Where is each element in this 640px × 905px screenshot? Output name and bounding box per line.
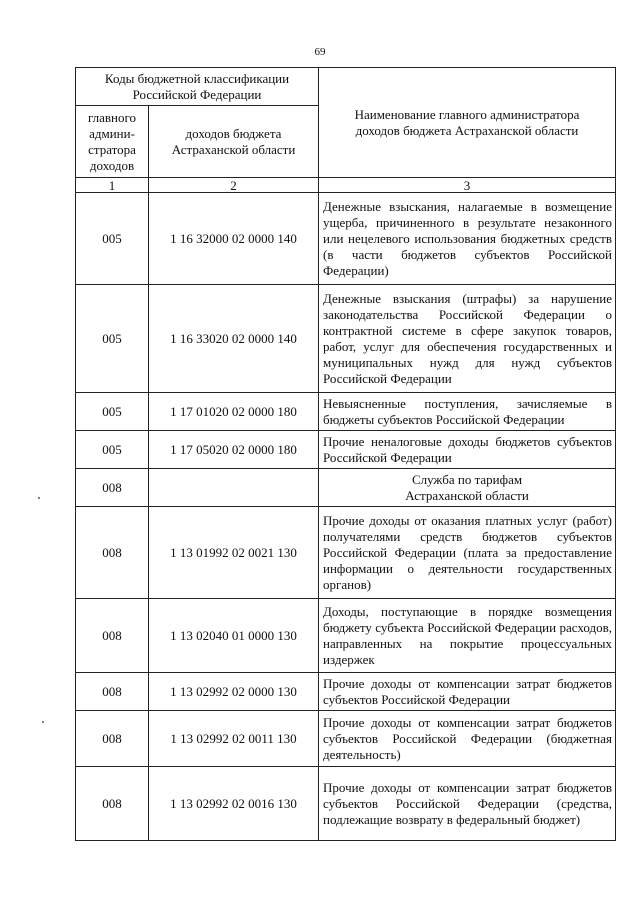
- income-name: Прочие доходы от компенсации затрат бюджетов субъектов Российской Федерации (средства, подлежащие возврату в федеральный бюджет): [319, 767, 616, 841]
- income-code: 1 13 02040 01 0000 130: [149, 599, 319, 673]
- income-code: 1 13 02992 02 0016 130: [149, 767, 319, 841]
- income-name: Доходы, поступающие в порядке возмещения бюджету субъекта Российской Федерации расходов, направленных на покрытие процессуальных издержек: [319, 599, 616, 673]
- income-code: 1 16 32000 02 0000 140: [149, 193, 319, 285]
- header-main-admin: главного админи-стратора доходов: [76, 106, 149, 178]
- income-name: Прочие доходы от оказания платных услуг (работ) получателями средств бюджетов субъектов Российской Федерации (плата за предоставление информации о деятельности государственных органов): [319, 507, 616, 599]
- admin-code: 008: [76, 711, 149, 767]
- table-row: [76, 673, 616, 711]
- admin-code: 008: [76, 599, 149, 673]
- budget-classification-table: [75, 67, 616, 841]
- income-name: Прочие неналоговые доходы бюджетов субъектов Российской Федерации: [319, 431, 616, 469]
- admin-code: 008: [76, 767, 149, 841]
- column-number-2: 2: [149, 178, 319, 193]
- header-row-numbers: [76, 178, 616, 193]
- header-row-group: [76, 68, 616, 106]
- income-name: Денежные взыскания (штрафы) за нарушение законодательства Российской Федерации о контрактной системе в сфере закупок товаров, работ, услуг для обеспечения государственных и муниципальных нужд для нужд субъектов Российской Федерации: [319, 285, 616, 393]
- table-row: [76, 469, 616, 507]
- scan-speck: [38, 497, 40, 499]
- scan-speck: [42, 721, 44, 723]
- header-group-title: Коды бюджетной классификации Российской Федерации: [76, 68, 319, 106]
- table-row: [76, 431, 616, 469]
- income-code: 1 17 01020 02 0000 180: [149, 393, 319, 431]
- income-code: 1 17 05020 02 0000 180: [149, 431, 319, 469]
- table-row: [76, 285, 616, 393]
- income-code: 1 16 33020 02 0000 140: [149, 285, 319, 393]
- table-row: [76, 507, 616, 599]
- page-number: 69: [314, 46, 326, 58]
- header-admin-name-title: Наименование главного администратора доходов бюджета Астраханской области: [319, 68, 616, 178]
- income-name: Невыясненные поступления, зачисляемые в бюджеты субъектов Российской Федерации: [319, 393, 616, 431]
- income-code: 1 13 02992 02 0000 130: [149, 673, 319, 711]
- income-code: 1 13 02992 02 0011 130: [149, 711, 319, 767]
- table-row: [76, 193, 616, 285]
- income-name: Прочие доходы от компенсации затрат бюджетов субъектов Российской Федерации: [319, 673, 616, 711]
- admin-code: 005: [76, 393, 149, 431]
- admin-code: 005: [76, 193, 149, 285]
- income-code: [149, 469, 319, 507]
- admin-code: 008: [76, 673, 149, 711]
- table-row: [76, 767, 616, 841]
- income-name: Прочие доходы от компенсации затрат бюджетов субъектов Российской Федерации (бюджетная деятельность): [319, 711, 616, 767]
- column-number-1: 1: [76, 178, 149, 193]
- admin-code: 005: [76, 285, 149, 393]
- column-number-3: 3: [319, 178, 616, 193]
- table-row: [76, 711, 616, 767]
- admin-code: 008: [76, 507, 149, 599]
- income-code: 1 13 01992 02 0021 130: [149, 507, 319, 599]
- admin-code: 008: [76, 469, 149, 507]
- header-budget-income: доходов бюджета Астраханской области: [149, 106, 319, 178]
- admin-code: 005: [76, 431, 149, 469]
- table-row: [76, 599, 616, 673]
- income-name: Служба по тарифам Астраханской области: [319, 469, 616, 507]
- table-row: [76, 393, 616, 431]
- income-name: Денежные взыскания, налагаемые в возмещение ущерба, причиненного в результате незаконного или нецелевого использования бюджетных средств (в части бюджетов субъектов Российской Федерации): [319, 193, 616, 285]
